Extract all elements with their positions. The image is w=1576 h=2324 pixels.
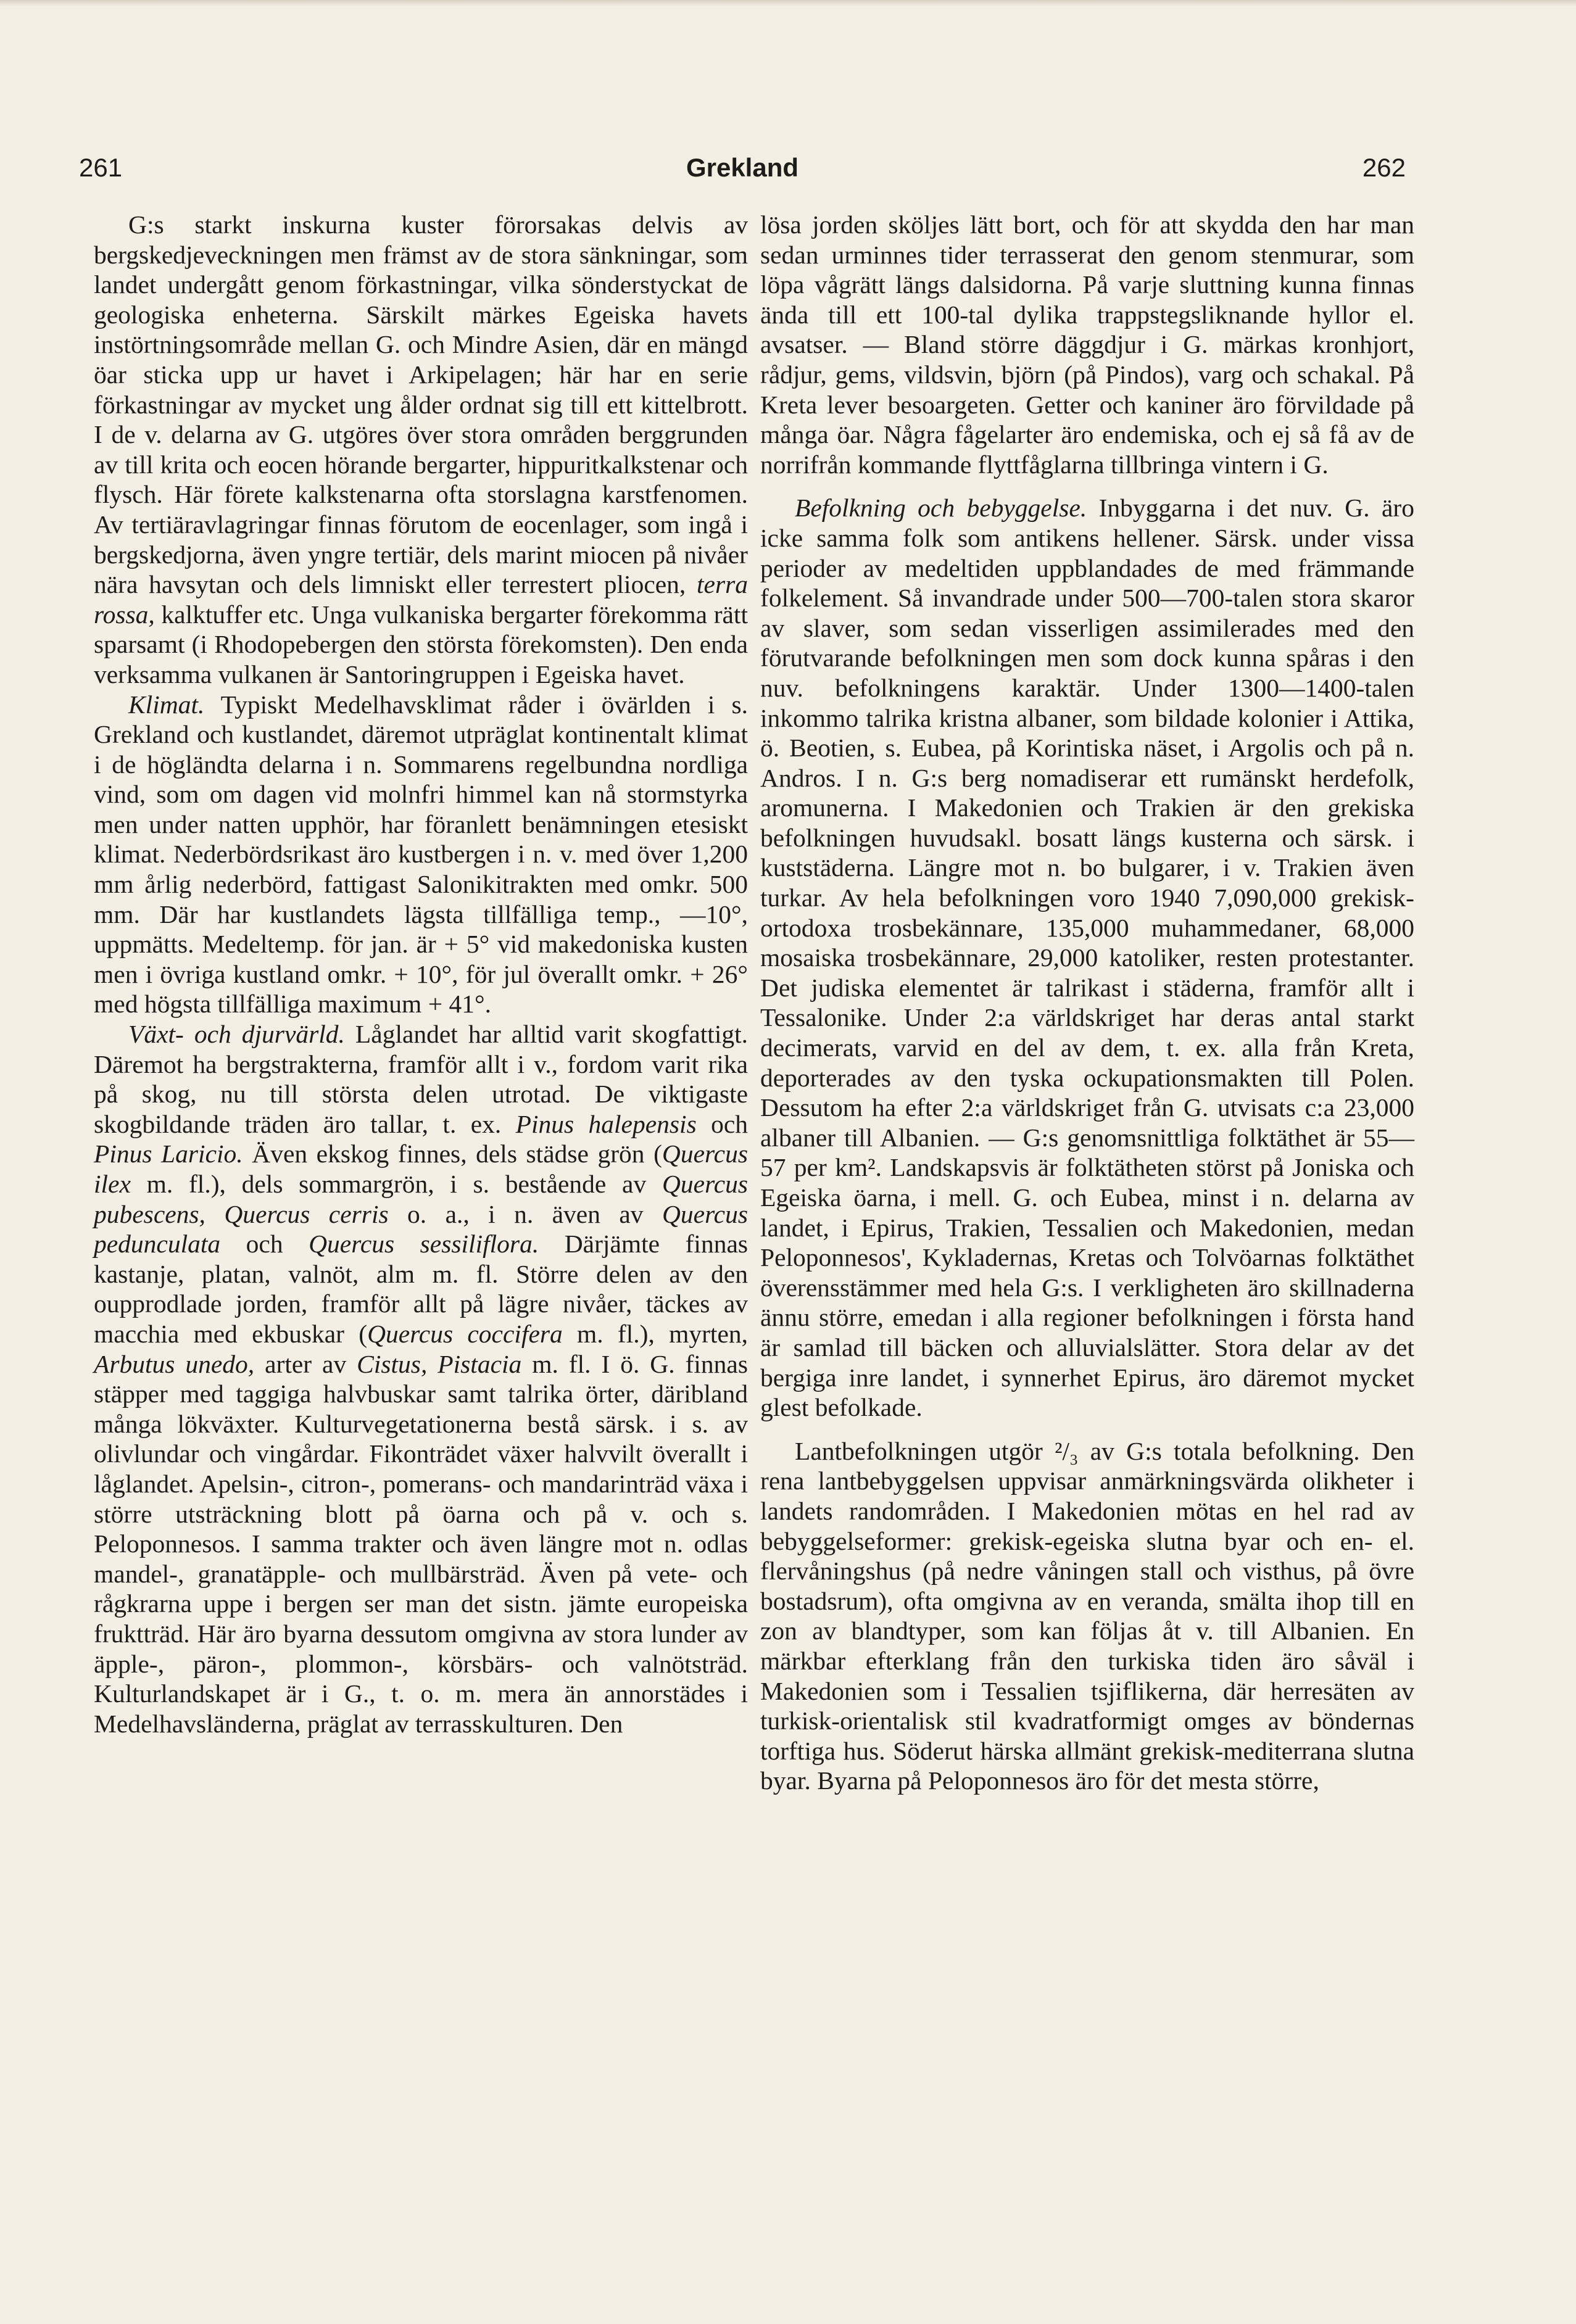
terrace-fauna-paragraph: lösa jorden sköljes lätt bort, och för att skydda den har man sedan urminnes tider terrasserat den genom stenmurar, som löpa vågrätt längs dalsidorna. På varje sluttning kunna finnas ända till ett 100-tal dylika trappstegsliknande hyllor el. avsatser. — Bland större däggdjur i G. märkas kronhjort, rådjur, gems, vildsvin, björn (på Pindos), varg och schakal. På Kreta lever besoargeten. Getter och kaniner äro förvildade på många öar. Några fågelarter äro endemiska, och ej så få av de norrifrån kommande flyttfåglarna tillbringa vintern i G. bbox=[760, 210, 1414, 479]
page-edge bbox=[0, 0, 1576, 6]
climate-paragraph: Klimat. Typiskt Medelhavsklimat råder i övärlden i s. Grekland och kustlandet, däremot utpräglat kontinentalt klimat i de högländta delarna i n. Sommarens regelbundna nordliga vind, som om dagen vid molnfri himmel kan nå stormstyrka men under natten upphör, har föranlett benämningen etesiskt klimat. Nederbördsrikast äro kustbergen i n. v. med över 1,200 mm årlig nederbörd, fattigast Salonikitrakten med omkr. 500 mm. Där har kustlandets lägsta tillfälliga temp., —10°, uppmätts. Medeltemp. för jan. är + 5° vid makedoniska kusten men i övriga kustland omkr. + 10°, för jul överallt omkr. + 26° med högsta tillfälliga maximum + 41°. bbox=[94, 690, 748, 1019]
page-number-left: 261 bbox=[79, 153, 123, 182]
geology-paragraph: G:s starkt inskurna kuster förorsakas delvis av bergskedjeveckningen men främst av de stora sänkningar, som landet undergått genom förkastningar, vilka sönderstyckat de geologiska enheterna. Särskilt märkes Egeiska havets instörtningsområde mellan G. och Mindre Asien, där en mängd öar sticka upp ur havet i Arkipelagen; här har en serie förkastningar av mycket ung ålder ordnat sig till ett kittelbrott. I de v. delarna av G. utgöres över stora områden berggrunden av till krita och eocen hörande bergarter, hippuritkalkstenar och flysch. Här förete kalkstenarna ofta storslagna karstfenomen. Av tertiäravlagringar finnas förutom de eocenlager, som ingå i bergskedjorna, även yngre tertiär, dels marint miocen på nivåer nära havsytan och dels limniskt eller terrestert pliocen, terra rossa, kalktuffer etc. Unga vulkaniska bergarter förekomma rätt sparsamt (i Rhodopebergen den största förekomsten). Den enda verksamma vulkanen är Santoringruppen i Egeiska havet. bbox=[94, 210, 749, 689]
right-column bbox=[760, 210, 1414, 1796]
section-heading-klimat: Klimat. bbox=[128, 690, 205, 719]
section-heading-befolkning: Befolkning och bebyggelse. bbox=[795, 494, 1087, 523]
left-column bbox=[94, 210, 748, 1739]
page-number-right: 262 bbox=[1362, 153, 1406, 182]
rural-settlement-paragraph: Lantbefolkningen utgör ²/₃ av G:s totala befolkning. Den rena lantbebyggelsen uppvisar anmärkningsvärda olikheter i landets randområden. I Makedonien mötas en hel rad av bebyggelseformer: grekisk-egeiska slutna byar och en- el. flervåningshus (på nedre våningen stall och visthus, på övre bostadsrum), ofta omgivna av en veranda, smälta ihop till en zon av blandtyper, som kan följas åt v. till Albanien. En märkbar efterklang från den turkiska tiden äro såväl i Makedonien som i Tessalien tsjiflikerna, där herresäten av turkisk-orientalisk stil kvadratformigt omges av böndernas torftiga hus. Söderut härska allmänt grekisk-mediterrana slutna byar. Byarna på Peloponnesos äro för det mesta större, bbox=[760, 1436, 1414, 1795]
page-title: Grekland bbox=[686, 153, 799, 182]
section-heading-vaxt: Växt- och djurvärld. bbox=[128, 1020, 345, 1049]
flora-fauna-paragraph: Växt- och djurvärld. Låglandet har alltid varit skogfattigt. Däremot ha bergstrakterna, framför allt i v., fordom varit rika på skog, nu till största delen utrotad. De viktigaste skogbildande träden äro tallar, t. ex. Pinus halepensis och Pinus Laricio. Även ekskog finnes, dels städse grön (Quercus ilex m. fl.), dels sommargrön, i s. bestående av Quercus pubescens, Quercus cerris o. a., i n. även av Quercus pedunculata och Quercus sessiliflora. Därjämte finnas kastanje, platan, valnöt, alm m. fl. Större delen av den oupprodlade jorden, framför allt på lägre nivåer, täckes av macchia med ekbuskar (Quercus coccifera m. fl.), myrten, Arbutus unedo, arter av Cistus, Pistacia m. fl. I ö. G. finnas stäpper med taggiga halvbuskar samt talrika örter, däribland många lökväxter. Kulturvegetationerna bestå särsk. i s. av olivlundar och vingårdar. Fikonträdet växer halvvilt överallt i låglandet. Apelsin-, citron-, pomerans- och mandarinträd växa i större utsträckning blott på öarna och på v. och s. Peloponnesos. I samma trakter och även längre mot n. odlas mandel-, granatäpple- och mullbärsträd. Även på vete- och rågkrarna uppe i bergen ser man det sistn. jämte europeiska fruktträd. Här äro byarna dessutom omgivna av stora lunder av äpple-, päron-, plommon-, körsbärs- och valnötsträd. Kulturlandskapet är i G., t. o. m. mera än annorstädes i Medelhavsländerna, präglat av terrasskulturen. Den bbox=[94, 1020, 749, 1738]
page-header bbox=[79, 153, 1406, 196]
population-paragraph: Befolkning och bebyggelse. Inbyggarna i det nuv. G. äro icke samma folk som antikens hellener. Särsk. under vissa perioder av medeltiden uppblandades de med främmande folkelement. Så invandrade under 500—700-talen stora skaror av slaver, som sedan visserligen assimilerades med den förutvarande befolkningen men som dock kunna spåras i den nuv. befolkningens karaktär. Under 1300—1400-talen inkommo talrika kristna albaner, som bildade kolonier i Attika, ö. Beotien, s. Eubea, på Korintiska näset, i Argolis och på n. Andros. I n. G:s berg nomadiserar ett rumänskt herdefolk, aromunerna. I Makedonien och Trakien är den grekiska befolkningen huvudsakl. bosatt längs kusterna och särsk. i kuststäderna. Längre mot n. bo bulgarer, i v. Trakien även turkar. Av hela befolkningen voro 1940 7,090,000 grekisk-ortodoxa trosbekännare, 135,000 muhammedaner, 68,000 mosaiska trosbekännare, 29,000 katoliker, resten protestanter. Det judiska elementet är talrikast i städerna, framför allt i Tessalonike. Under 2:a världskriget har deras antal starkt decimerats, varvid en del av dem, t. ex. alla från Kreta, deporterades av den tyska ockupationsmakten till Polen. Dessutom ha efter 2:a världskriget från G. utvisats c:a 23,000 albaner till Albanien. — G:s genomsnittliga folktäthet är 55—57 per km². Landskapsvis är folktätheten störst på Joniska och Egeiska öarna, i mell. G. och Eubea, minst i n. delarna av landet, i Epirus, Trakien, Tessalien och Makedonien, medan Peloponnesos', Kykladernas, Kretas och Tolvöarnas folktäthet överensstämmer med hela G:s. I verkligheten äro skillnaderna ännu större, emedan i alla regioner befolkningen i första hand är samlad till bäcken och alluvialslätter. Stora delar av det bergiga inre landet, i synnerhet Epirus, äro däremot mycket glest befolkade. bbox=[760, 494, 1414, 1422]
